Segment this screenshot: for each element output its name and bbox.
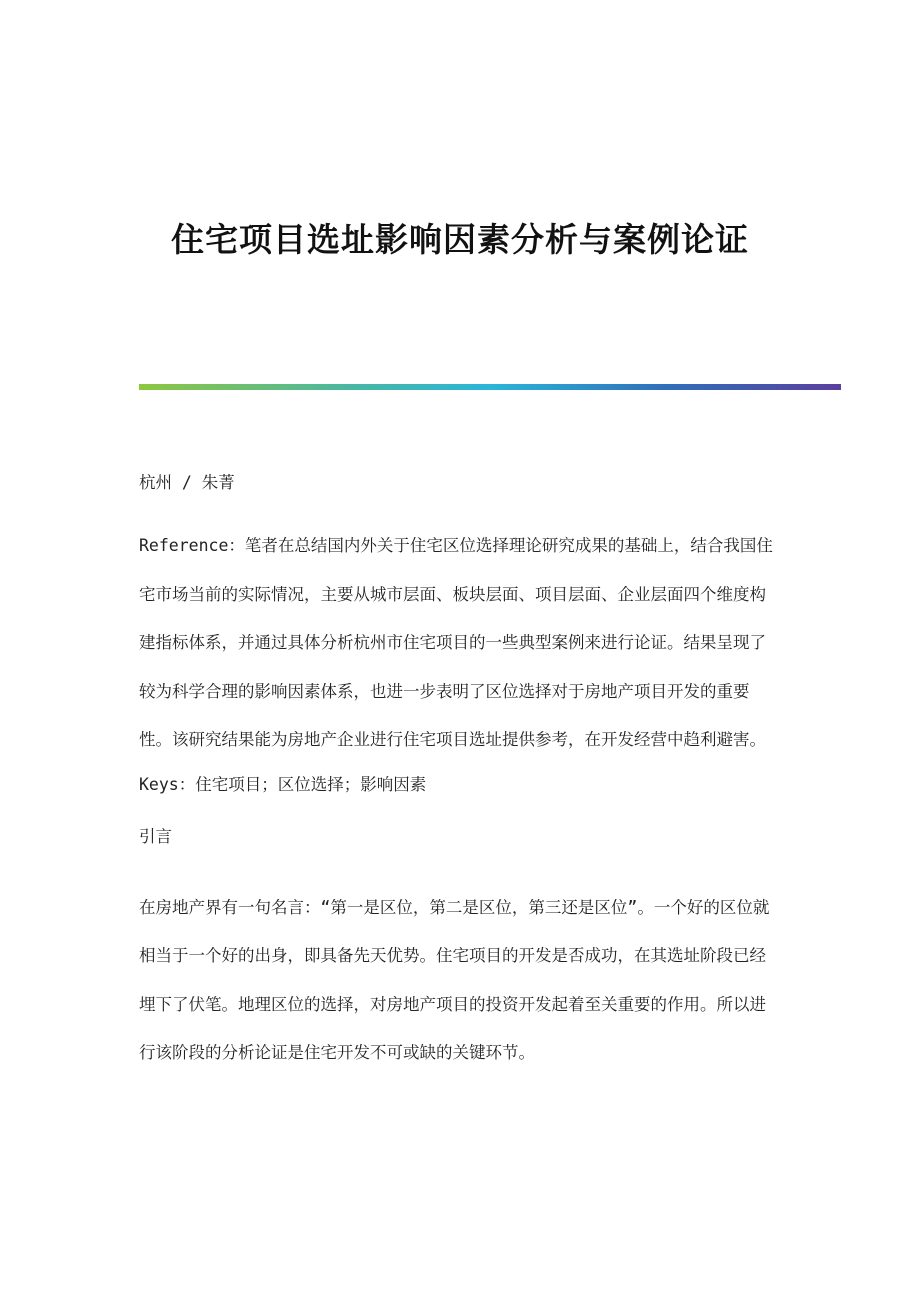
document-title: 住宅项目选址影响因素分析与案例论证 bbox=[171, 220, 749, 259]
abstract-paragraph: Reference：笔者在总结国内外关于住宅区位选择理论研究成果的基础上，结合我国住宅市场当前的实际情况，主要从城市层面、板块层面、项目层面、企业层面四个维度构建指标体系，并通过具体分析杭州市住宅项目的一些典型案例来进行论证。结果呈现了较为科学合理的影响因素体系，也进一步表明了区位选择对于房地产项目开发的重要性。该研究结果能为房地产企业进行住宅项目选址提供参考，在开发经营中趋利避害。 bbox=[139, 536, 773, 749]
document-body bbox=[139, 466, 779, 1078]
gradient-divider bbox=[139, 384, 841, 390]
section-heading-introduction: 引言 bbox=[139, 826, 172, 846]
author-line: 杭州 / 朱菁 bbox=[139, 473, 235, 492]
keywords-line: Keys：住宅项目；区位选择；影响因素 bbox=[139, 774, 427, 794]
intro-paragraph: 在房地产界有一句名言：“第一是区位，第二是区位，第三还是区位”。一个好的区位就相当于一个好的出身，即具备先天优势。住宅项目的开发是否成功，在其选址阶段已经埋下了伏笔。地理区位的选择，对房地产项目的投资开发起着至关重要的作用。所以进行该阶段的分析论证是住宅开发不可或缺的关键环节。 bbox=[139, 897, 770, 1062]
